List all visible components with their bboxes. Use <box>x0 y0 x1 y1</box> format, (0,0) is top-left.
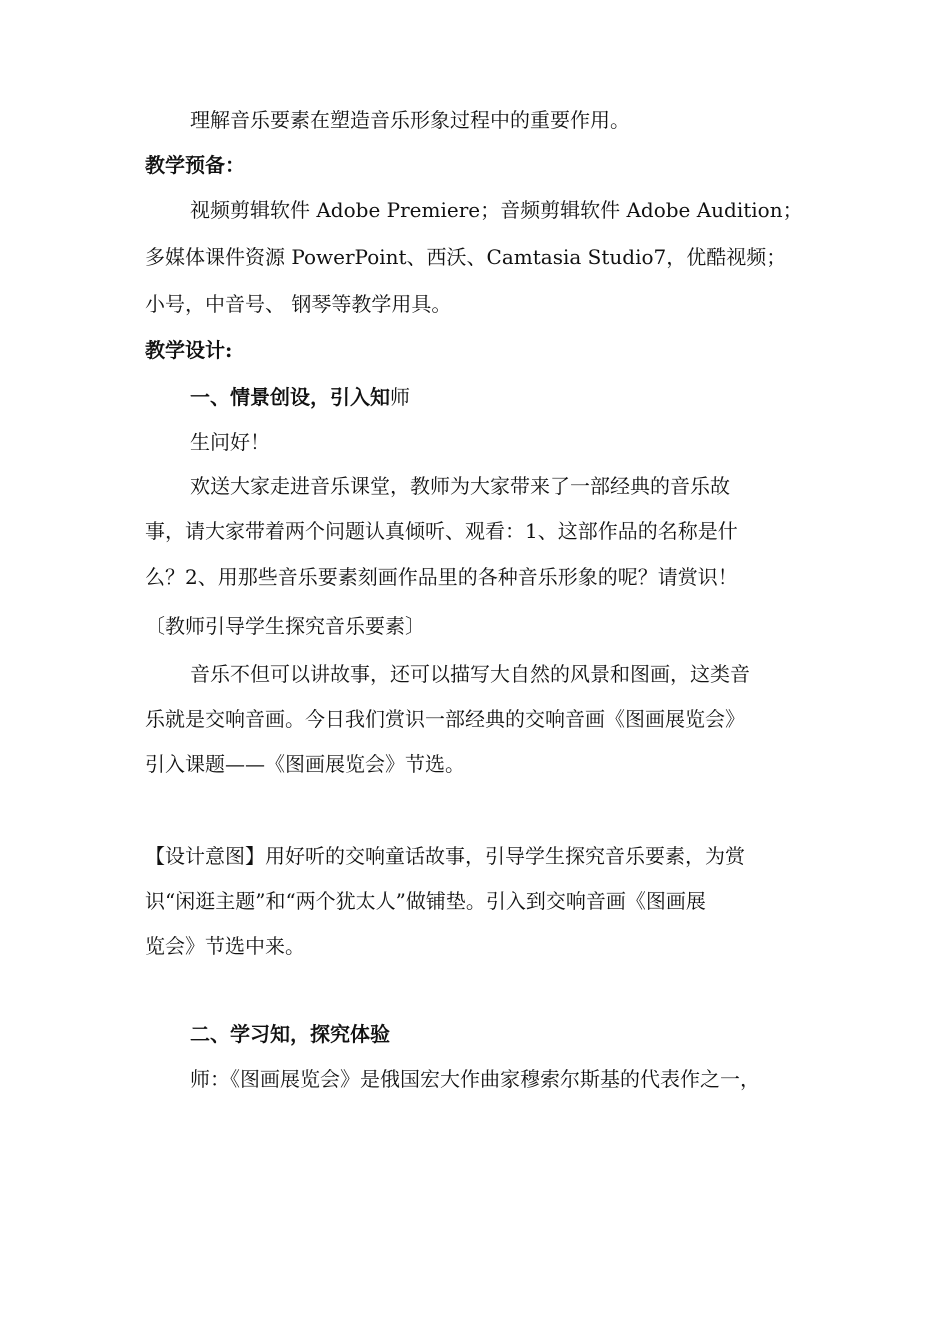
heading-preparation: 教学预备： <box>145 153 245 177</box>
section1-para1-line-3: 么？2、用那些音乐要素刻画作品里的各种音乐形象的呢？请赏识！ <box>145 565 738 589</box>
section2-para1: 师：《图画展览会》是俄国宏大作曲家穆索尔斯基的代表作之一， <box>190 1067 760 1091</box>
teacher-note: 〔教师引导学生探究音乐要素〕 <box>145 614 425 638</box>
design-intent-line-1: 【设计意图】用好听的交响童话故事，引导学生探究音乐要素，为赏 <box>145 844 745 868</box>
paragraph-goal: 理解音乐要素在塑造音乐形象过程中的重要作用。 <box>190 108 630 132</box>
section2-title: 二、学习知，探究体验 <box>190 1022 390 1046</box>
section1-para2-line-3: 引入课题——《图画展览会》节选。 <box>145 752 465 776</box>
section1-para2-line-1: 音乐不但可以讲故事，还可以描写大自然的风景和图画，这类音 <box>190 662 750 686</box>
section1-title-bold: 一、情景创设，引入知 <box>190 385 390 409</box>
section1-title <box>190 383 835 411</box>
design-intent-line-3: 览会》节选中来。 <box>145 934 305 958</box>
section1-para1-line-1: 欢送大家走进音乐课堂，教师为大家带来了一部经典的音乐故 <box>190 474 730 498</box>
greeting-line: 生问好！ <box>190 430 270 454</box>
prep-line-3: 小号，中音号、 钢琴等教学用具。 <box>145 292 452 316</box>
section1-para1-line-2: 事，请大家带着两个问题认真倾听、观看：1、这部作品的名称是什 <box>145 519 738 543</box>
prep-line-2: 多媒体课件资源 PowerPoint、西沃、Camtasia Studio7，优酷视频； <box>145 245 787 269</box>
design-intent-line-2: 识“闲逛主题”和“两个犹太人”做铺垫。引入到交响音画《图画展 <box>145 889 706 913</box>
section1-title-tail: 师 <box>390 385 410 409</box>
section1-para2-line-2: 乐就是交响音画。今日我们赏识一部经典的交响音画《图画展览会》 <box>145 707 745 731</box>
prep-line-1: 视频剪辑软件 Adobe Premiere；音频剪辑软件 Adobe Audition； <box>190 198 803 222</box>
heading-design: 教学设计: <box>145 338 233 362</box>
